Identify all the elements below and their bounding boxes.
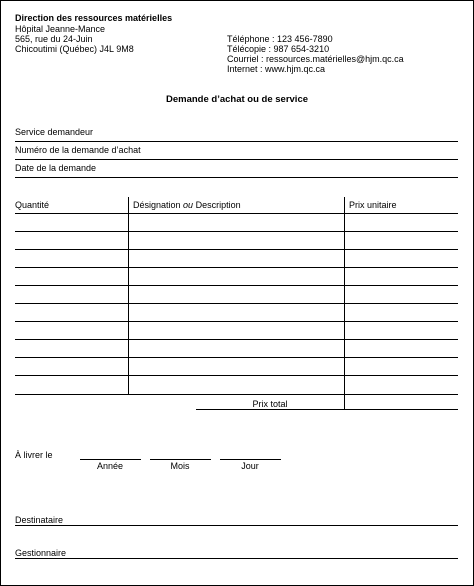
col-price-header: Prix unitaire <box>349 200 397 210</box>
field-date-label: Date de la demande <box>15 163 97 173</box>
table-row[interactable] <box>15 321 458 322</box>
form-title: Demande d’achat ou de service <box>165 94 309 105</box>
table-header-line <box>15 213 458 214</box>
contact-fax: Télécopie : 987 654-3210 <box>227 44 330 54</box>
table-row[interactable] <box>15 285 458 286</box>
col-designation-text-ou: ou <box>183 200 194 210</box>
table-row[interactable] <box>15 375 458 376</box>
manager-label: Gestionnaire <box>15 548 67 558</box>
contact-email: Courriel : ressources.matérielles@hjm.qc.ca <box>227 54 404 64</box>
total-line[interactable] <box>196 409 458 410</box>
delivery-year-label: Année <box>96 461 124 471</box>
col-designation-text-b: Description <box>193 200 241 210</box>
delivery-year-line[interactable] <box>80 459 141 460</box>
recipient-label: Destinataire <box>15 515 64 525</box>
table-row[interactable] <box>15 249 458 250</box>
sender-city: Chicoutimi (Québec) J4L 9M8 <box>15 44 134 54</box>
total-label: Prix total <box>252 399 288 409</box>
table-row[interactable] <box>15 267 458 268</box>
col-quantity-header: Quantité <box>15 200 50 210</box>
manager-line[interactable] <box>15 558 458 559</box>
delivery-month-label: Mois <box>170 461 190 471</box>
col-designation-header <box>133 200 241 210</box>
sender-department: Direction des ressources matérielles <box>15 13 173 23</box>
contact-phone: Téléphone : 123 456-7890 <box>227 34 333 44</box>
table-row[interactable] <box>15 394 458 395</box>
delivery-label: À livrer le <box>15 450 53 460</box>
contact-web: Internet : www.hjm.qc.ca <box>227 64 326 74</box>
table-row[interactable] <box>15 303 458 304</box>
table-row[interactable] <box>15 231 458 232</box>
recipient-line[interactable] <box>15 525 458 526</box>
delivery-month-line[interactable] <box>150 459 211 460</box>
col-designation-text-a: Désignation <box>133 200 184 210</box>
table-row[interactable] <box>15 357 458 358</box>
col-separator-1 <box>128 197 129 395</box>
field-date-line[interactable] <box>15 177 458 178</box>
field-number-line[interactable] <box>15 159 458 160</box>
sender-street: 565, rue du 24-Juin <box>15 34 93 44</box>
field-number-label: Numéro de la demande d’achat <box>15 145 141 155</box>
sender-hospital: Hôpital Jeanne-Mance <box>15 24 106 34</box>
field-service-label: Service demandeur <box>15 127 94 137</box>
delivery-day-line[interactable] <box>220 459 281 460</box>
delivery-day-label: Jour <box>241 461 259 471</box>
field-service-line[interactable] <box>15 141 458 142</box>
table-row[interactable] <box>15 339 458 340</box>
